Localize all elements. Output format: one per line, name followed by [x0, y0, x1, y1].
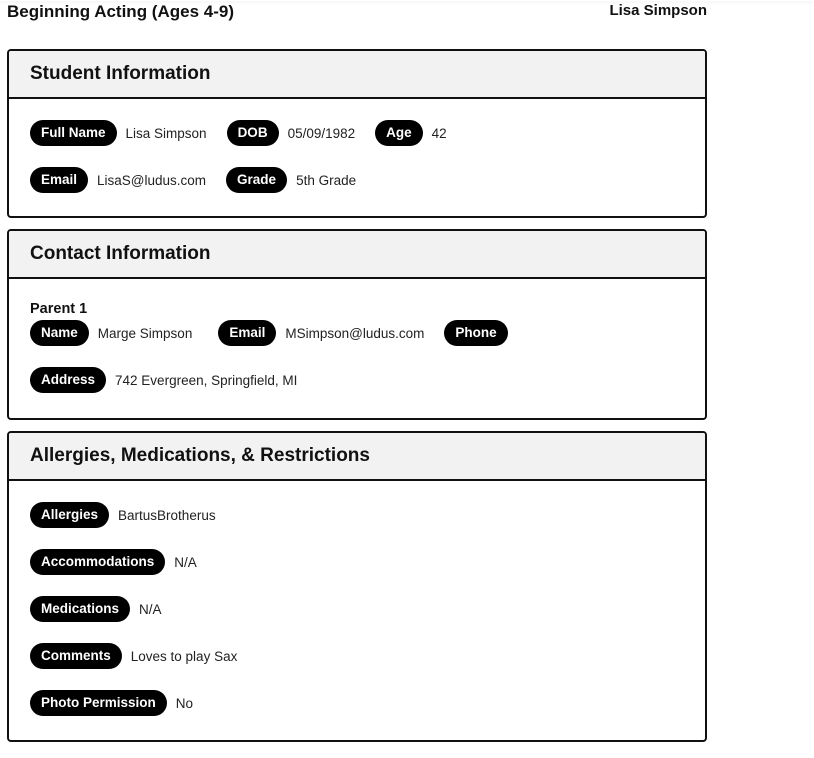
field-row [30, 119, 684, 147]
full-name-label: Full Name [30, 120, 117, 146]
grade-label: Grade [226, 167, 287, 193]
photo-permission-label: Photo Permission [30, 690, 167, 716]
parent-email-field [218, 320, 424, 346]
allergies-field [30, 502, 216, 528]
address-label: Address [30, 367, 106, 393]
field-row [30, 642, 684, 670]
card-title: Contact Information [9, 231, 705, 279]
parent-email-value: MSimpson@ludus.com [285, 325, 425, 341]
parent-email-label: Email [218, 320, 276, 346]
photo-permission-value: No [175, 695, 194, 711]
allergies-medications-card [7, 431, 707, 742]
field-row [30, 166, 684, 194]
field-row [30, 366, 684, 394]
page-header [7, 0, 707, 26]
card-body [9, 481, 705, 717]
allergies-value: BartusBrotherus [118, 507, 216, 523]
card-title: Allergies, Medications, & Restrictions [9, 433, 705, 481]
dob-label: DOB [227, 120, 279, 146]
field-row [30, 595, 684, 623]
parent-phone-field [444, 320, 507, 346]
address-field [30, 367, 297, 393]
accommodations-field [30, 549, 197, 575]
card-body [9, 99, 705, 194]
user-name[interactable]: Lisa Simpson [609, 2, 707, 19]
field-row [30, 319, 684, 347]
email-value: LisaS@ludus.com [97, 172, 207, 188]
card-title: Student Information [9, 51, 705, 99]
card-body [9, 279, 705, 394]
comments-field [30, 643, 237, 669]
age-field [375, 120, 447, 146]
address-value: 742 Evergreen, Springfield, MI [115, 372, 298, 388]
medications-value: N/A [139, 601, 162, 617]
email-label: Email [30, 167, 88, 193]
page-title: Beginning Acting (Ages 4-9) [7, 2, 234, 21]
contact-information-card [7, 229, 707, 420]
parent-phone-label: Phone [444, 320, 507, 346]
age-value: 42 [431, 125, 447, 141]
full-name-value: Lisa Simpson [125, 125, 207, 141]
dob-field [227, 120, 356, 146]
grade-field [226, 167, 356, 193]
accommodations-value: N/A [174, 554, 197, 570]
dob-value: 05/09/1982 [287, 125, 356, 141]
student-information-card [7, 49, 707, 218]
parent-name-field [30, 320, 192, 346]
full-name-field [30, 120, 207, 146]
medications-field [30, 596, 162, 622]
email-field [30, 167, 206, 193]
photo-permission-field [30, 690, 193, 716]
grade-value: 5th Grade [296, 172, 357, 188]
medications-label: Medications [30, 596, 130, 622]
field-row [30, 689, 684, 717]
parent-heading: Parent 1 [30, 301, 88, 317]
comments-label: Comments [30, 643, 122, 669]
field-row [30, 548, 684, 576]
allergies-label: Allergies [30, 502, 109, 528]
age-label: Age [375, 120, 423, 146]
accommodations-label: Accommodations [30, 549, 165, 575]
field-row [30, 501, 684, 529]
parent-name-label: Name [30, 320, 89, 346]
comments-value: Loves to play Sax [130, 648, 238, 664]
parent-name-value: Marge Simpson [97, 325, 193, 341]
